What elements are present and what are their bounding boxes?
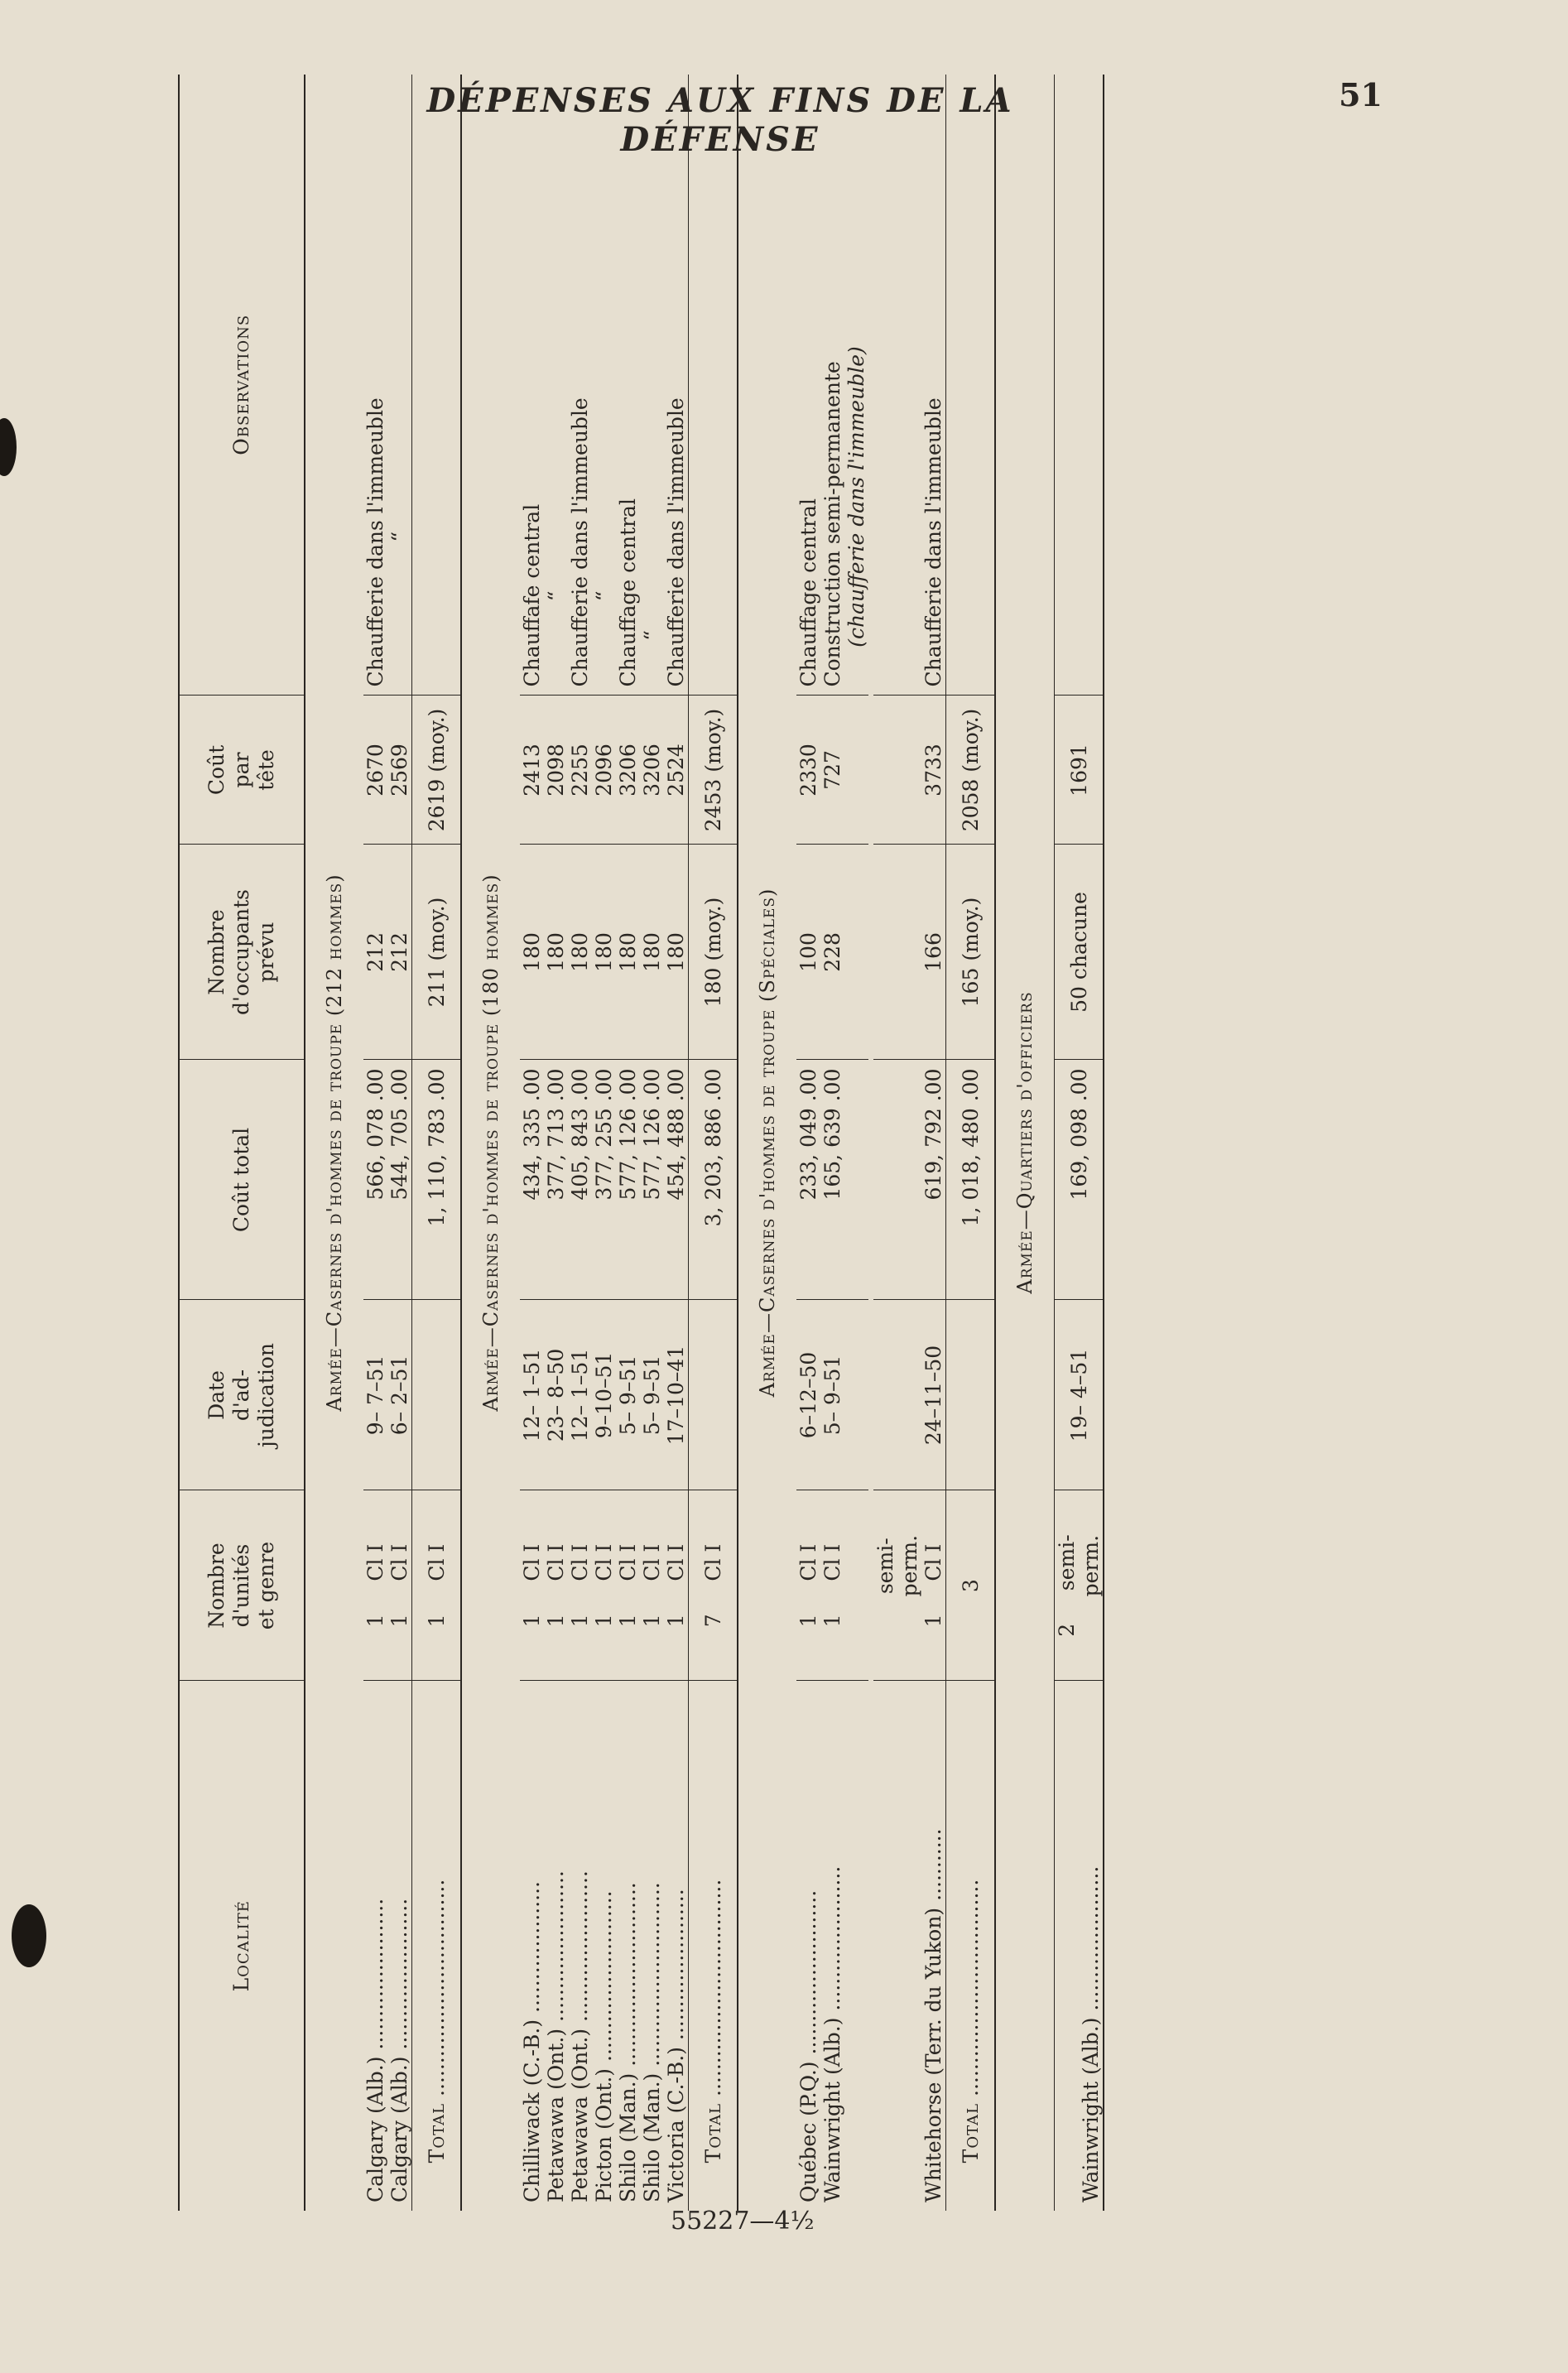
observations-cell	[689, 75, 738, 696]
page-number: 51	[1339, 76, 1383, 113]
unites-cell: 1 Cl I	[412, 1490, 462, 1681]
unites-cell: 3	[946, 1490, 996, 1681]
occupants-cell: 166	[873, 845, 946, 1060]
occupants-cell: 212	[363, 845, 387, 1060]
date-cell: 9–10–51	[592, 1300, 616, 1490]
total-row	[946, 75, 996, 2211]
total-label: Total .................................	[412, 1681, 462, 2211]
section-title: Armée—Quartiers d'officiers	[1012, 991, 1037, 1294]
cout-tete-cell: 2619 (moy.)	[412, 696, 462, 845]
running-title: DÉPENSES AUX FINS DE LA DÉFENSE	[426, 81, 1014, 159]
table-header-row	[179, 75, 305, 2211]
header-unites: Nombre d'unités et genre	[179, 1490, 305, 1681]
date-cell: 9– 7–51	[363, 1300, 387, 1490]
cout-tete-cell: 2413	[520, 696, 544, 845]
section-title: Armée—Casernes d'hommes de troupe (212 hommes)	[322, 874, 346, 1412]
date-cell: 24–11–50	[873, 1300, 946, 1490]
localite-cell: Whitehorse (Terr. du Yukon) ...........	[921, 1828, 945, 2202]
date-cell: 5– 9–51	[820, 1300, 868, 1490]
total-row	[412, 75, 462, 2211]
date-cell: 12– 1–51	[520, 1300, 544, 1490]
observations-cell	[1055, 75, 1104, 696]
date-cell: 17–10–41	[664, 1300, 689, 1490]
header-observations: Observations	[179, 75, 305, 696]
cout-total-cell: 165, 639 .00	[820, 1060, 868, 1300]
unites-cell: 1 Cl I	[820, 1490, 868, 1681]
table-row	[568, 75, 592, 2211]
defense-expenditure-table	[178, 75, 1104, 2211]
localite-cell: Québec (P.Q.) .........................	[796, 1889, 820, 2202]
punch-hole-bottom	[12, 1904, 46, 1967]
cout-tete-cell: 2098	[544, 696, 568, 845]
date-cell: 5– 9–51	[640, 1300, 664, 1490]
section-title-row	[305, 75, 363, 2211]
table-row	[1055, 75, 1104, 2211]
observations-cell	[946, 75, 996, 696]
observations-cell: Chaufferie dans l'immeuble	[568, 75, 592, 696]
header-cout-total: Coût total	[179, 1060, 305, 1300]
cout-tete-cell: 1691	[1055, 696, 1104, 845]
date-cell: 19– 4–51	[1055, 1300, 1104, 1490]
section-title-row	[738, 75, 796, 2211]
observations-cell: “	[592, 75, 616, 696]
cout-total-cell: 1, 018, 480 .00	[946, 1060, 996, 1300]
cout-total-cell: 544, 705 .00	[387, 1060, 412, 1300]
localite-cell: Calgary (Alb.) .......................	[387, 1898, 411, 2202]
cout-tete-cell: 3733	[873, 696, 946, 845]
cout-total-cell: 1, 110, 783 .00	[412, 1060, 462, 1300]
total-label: Total .................................	[946, 1681, 996, 2211]
footer-code: 55227—4½	[671, 2207, 815, 2236]
localite-cell: Wainwright (Alb.) ......................	[1055, 1681, 1104, 2211]
observations-cell: Chauffage central	[796, 75, 820, 696]
unites-cell: 1 Cl I	[387, 1490, 412, 1681]
observations-cell: Construction semi-permanente (chaufferie dans l'immeuble)	[820, 75, 868, 696]
cout-total-cell: 566, 078 .00	[363, 1060, 387, 1300]
cout-tete-cell: 2670	[363, 696, 387, 845]
occupants-cell: 180	[640, 845, 664, 1060]
observations-cell: Chaufferie dans l'immeuble	[873, 75, 946, 696]
date-cell: 5– 9–51	[616, 1300, 640, 1490]
cout-tete-cell: 2058 (moy.)	[946, 696, 996, 845]
cout-tete-cell: 727	[820, 696, 868, 845]
table-row	[387, 75, 412, 2211]
header-cout-tete: Coût par tête	[179, 696, 305, 845]
table-row	[520, 75, 544, 2211]
observations-cell: Chaufferie dans l'immeuble	[664, 75, 689, 696]
total-row	[689, 75, 738, 2211]
unites-cell: 1 Cl I	[568, 1490, 592, 1681]
localite-cell: Petawawa (Ont.) .......................	[568, 1870, 592, 2202]
date-cell: 12– 1–51	[568, 1300, 592, 1490]
unites-cell: 1 Cl I	[544, 1490, 568, 1681]
unites-cell: 1 Cl I	[796, 1490, 820, 1681]
localite-cell: Victoria (C.-B.) .......................	[664, 1889, 688, 2202]
cout-total-cell: 377, 713 .00	[544, 1060, 568, 1300]
cout-tete-cell: 2255	[568, 696, 592, 845]
unites-cell: 1 Cl I	[592, 1490, 616, 1681]
table-row	[796, 75, 820, 2211]
date-cell	[946, 1300, 996, 1490]
localite-cell: Shilo (Man.) ............................	[640, 1882, 664, 2202]
table-row	[873, 75, 946, 2211]
occupants-cell: 50 chacune	[1055, 845, 1104, 1060]
header-localite: Localité	[179, 1681, 305, 2211]
observations-cell: “	[640, 75, 664, 696]
date-cell: 6–12–50	[796, 1300, 820, 1490]
localite-cell: Calgary (Alb.) .......................	[363, 1898, 387, 2202]
occupants-cell: 180	[568, 845, 592, 1060]
localite-cell: Shilo (Man.) ............................	[616, 1882, 640, 2202]
observations-cell: Chauffafe central	[520, 75, 544, 696]
occupants-cell: 212	[387, 845, 412, 1060]
unites-cell: 1 Cl I	[363, 1490, 387, 1681]
date-cell: 6– 2–51	[387, 1300, 412, 1490]
cout-total-cell: 377, 255 .00	[592, 1060, 616, 1300]
unites-cell: 1 Cl I	[520, 1490, 544, 1681]
cout-total-cell: 619, 792 .00	[873, 1060, 946, 1300]
date-cell: 23– 8–50	[544, 1300, 568, 1490]
table-row	[616, 75, 640, 2211]
cout-total-cell: 405, 843 .00	[568, 1060, 592, 1300]
header-date: Date d'ad- judication	[179, 1300, 305, 1490]
localite-cell: Wainwright (Alb.) ......................	[820, 1865, 844, 2202]
table-row	[363, 75, 387, 2211]
section-title-row	[995, 75, 1055, 2211]
observations-cell: Chaufferie dans l'immeuble	[363, 75, 387, 696]
localite-cell: Picton (Ont.) ..........................	[592, 1890, 616, 2202]
table-row	[664, 75, 689, 2211]
cout-total-cell: 3, 203, 886 .00	[689, 1060, 738, 1300]
observations-cell: “	[544, 75, 568, 696]
unites-cell: 1 Cl I	[640, 1490, 664, 1681]
cout-total-cell: 434, 335 .00	[520, 1060, 544, 1300]
observations-cell	[412, 75, 462, 696]
observations-cell: Chauffage central	[616, 75, 640, 696]
cout-tete-cell: 2330	[796, 696, 820, 845]
occupants-cell: 100	[796, 845, 820, 1060]
localite-cell: Petawawa (Ont.) .......................	[544, 1870, 568, 2202]
section-title-row	[461, 75, 520, 2211]
header-occupants: Nombre d'occupants prévu	[179, 845, 305, 1060]
unites-cell: semi- perm. 1 Cl I	[873, 1490, 946, 1681]
observations-cell: “	[387, 75, 412, 696]
date-cell	[689, 1300, 738, 1490]
cout-tete-cell: 3206	[616, 696, 640, 845]
occupants-cell: 180	[544, 845, 568, 1060]
cout-total-cell: 577, 126 .00	[640, 1060, 664, 1300]
cout-total-cell: 169, 098 .00	[1055, 1060, 1104, 1300]
occupants-cell: 180	[664, 845, 689, 1060]
occupants-cell: 180	[520, 845, 544, 1060]
unites-cell: 2 semi- perm.	[1055, 1490, 1104, 1681]
table-row	[820, 75, 868, 2211]
table-row	[592, 75, 616, 2211]
rotated-table-block	[178, 75, 1287, 2211]
total-label: Total .................................	[689, 1681, 738, 2211]
localite-cell: Chilliwack (C.-B.) ....................	[520, 1881, 544, 2202]
table-row	[544, 75, 568, 2211]
cout-tete-cell: 2524	[664, 696, 689, 845]
cout-tete-cell: 2569	[387, 696, 412, 845]
cout-total-cell: 233, 049 .00	[796, 1060, 820, 1300]
occupants-cell: 180 (moy.)	[689, 845, 738, 1060]
cout-total-cell: 577, 126 .00	[616, 1060, 640, 1300]
occupants-cell: 180	[616, 845, 640, 1060]
unites-cell: 1 Cl I	[616, 1490, 640, 1681]
occupants-cell: 228	[820, 845, 868, 1060]
unites-cell: 7 Cl I	[689, 1490, 738, 1681]
occupants-cell: 180	[592, 845, 616, 1060]
section-title: Armée—Casernes d'hommes de troupe (Spéciales)	[755, 888, 779, 1398]
punch-hole-top	[0, 418, 17, 476]
occupants-cell: 211 (moy.)	[412, 845, 462, 1060]
occupants-cell: 165 (moy.)	[946, 845, 996, 1060]
cout-tete-cell: 2096	[592, 696, 616, 845]
cout-tete-cell: 3206	[640, 696, 664, 845]
unites-cell: 1 Cl I	[664, 1490, 689, 1681]
cout-tete-cell: 2453 (moy.)	[689, 696, 738, 845]
date-cell	[412, 1300, 462, 1490]
cout-total-cell: 454, 488 .00	[664, 1060, 689, 1300]
section-title: Armée—Casernes d'hommes de troupe (180 hommes)	[479, 874, 503, 1412]
table-row	[640, 75, 664, 2211]
